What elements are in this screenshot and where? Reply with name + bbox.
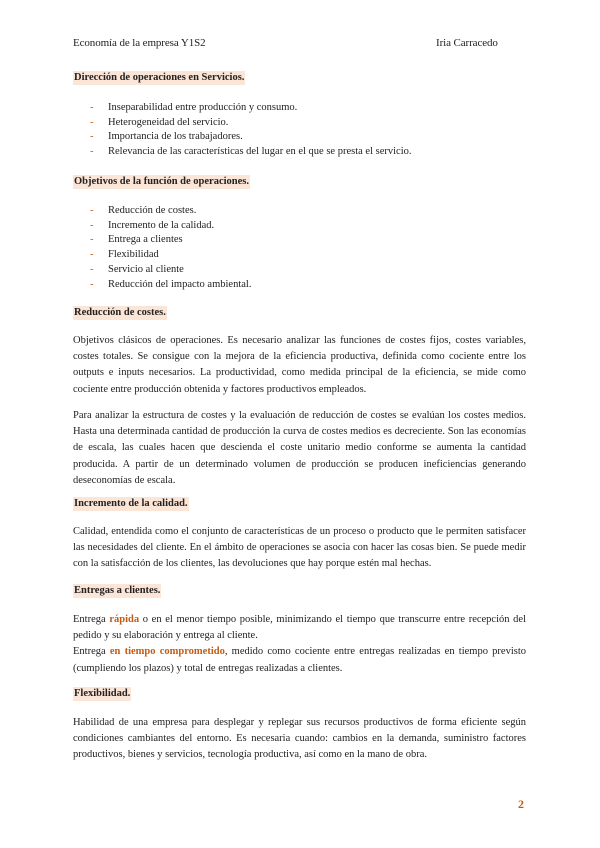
paragraph-flexibilidad: Habilidad de una empresa para desplegar y replegar sus recursos productivos de forma eficiente según condiciones cambiantes del entorno. Es necesaria cuando: cambios en la demanda, suministro factores productivos, bienes y servicios, tecnología productiva, así como en la mano de obra.	[73, 717, 526, 761]
dash-bullet-icon: -	[90, 234, 94, 246]
paragraph-reduccion-costes-2: Para analizar la estructura de costes y la evaluación de reducción de costes se evalúan los costes medios. Hasta una determinada cantidad de producción la curva de costes medios es decreciente. Son las economías de escala, las cuales hacen que descienda el coste unitario medio conforme se aumenta la cantidad producida. A partir de un determinado volumen de producción se producen ineficiencias generando deseconomías de escala.	[73, 410, 526, 486]
dash-bullet-icon: -	[90, 249, 94, 261]
section-heading-flexibilidad: Flexibilidad.	[74, 688, 131, 699]
list-item: - Heterogeneidad del servicio.	[73, 116, 533, 131]
highlight-tiempo-comprometido: en tiempo comprometido	[109, 646, 225, 658]
header-course-title: Economía de la empresa Y1S2	[73, 37, 206, 49]
section-heading-entregas: Entregas a clientes.	[74, 585, 161, 596]
list-item: - Inseparabilidad entre producción y consumo.	[73, 101, 533, 116]
section-heading-servicios: Dirección de operaciones en Servicios.	[74, 72, 245, 83]
list-objetivos	[73, 204, 533, 292]
paragraph-calidad: Calidad, entendida como el conjunto de características de un proceso o producto que le permiten satisfacer las necesidades del cliente. En el ámbito de operaciones se asocia con hacer las cosas bien. Se puede medir con la satisfacción de los clientes, las devoluciones que hay porque estén mal hechas.	[73, 526, 526, 570]
list-item: - Reducción del impacto ambiental.	[73, 278, 533, 293]
list-item: - Flexibilidad	[73, 248, 533, 263]
page-number: 2	[518, 797, 524, 811]
dash-bullet-icon: -	[90, 205, 94, 216]
list-item: - Incremento de la calidad.	[73, 219, 533, 234]
list-item: - Servicio al cliente	[73, 263, 533, 278]
dash-bullet-icon: -	[90, 116, 94, 128]
dash-bullet-icon: -	[90, 263, 94, 275]
dash-bullet-icon: -	[90, 102, 94, 113]
paragraph-reduccion-costes-1: Objetivos clásicos de operaciones. Es necesario analizar las funciones de costes fijos, costes variables, costes totales. Se consigue con la mejora de la eficiencia productiva, definida como cociente entre los outputs e inputs necesarios. La productividad, como medida principal de la eficiencia, se mide como cociente entre producción obtenida y factores productivos empleados.	[73, 335, 526, 395]
section-heading-objetivos: Objetivos de la función de operaciones.	[74, 176, 249, 187]
dash-bullet-icon: -	[90, 146, 94, 158]
list-servicios	[73, 101, 533, 160]
list-item: - Relevancia de las características del lugar en el que se presta el servicio.	[73, 145, 533, 160]
dash-bullet-icon: -	[90, 131, 94, 143]
section-heading-calidad: Incremento de la calidad.	[74, 498, 188, 509]
list-item: - Importancia de los trabajadores.	[73, 130, 533, 145]
dash-bullet-icon: -	[90, 219, 94, 231]
section-heading-reduccion-costes: Reducción de costes.	[74, 307, 166, 318]
list-item: - Entrega a clientes	[73, 233, 533, 248]
list-item: - Reducción de costes.	[73, 204, 533, 219]
highlight-rapida: rápida	[109, 614, 140, 625]
dash-bullet-icon: -	[90, 278, 94, 290]
paragraph-entregas: Entrega rápida o en el menor tiempo posible, minimizando el tiempo que transcurre entre recepción del pedido y su elaboración y entrega al cliente. Entrega en tiempo comprometido, medido como cociente entre entregas realizadas en tiempo previsto (cumpliendo los plazos) y total de entregas realizadas a clientes.	[73, 614, 526, 674]
header-author: Iria Carracedo	[436, 37, 498, 49]
